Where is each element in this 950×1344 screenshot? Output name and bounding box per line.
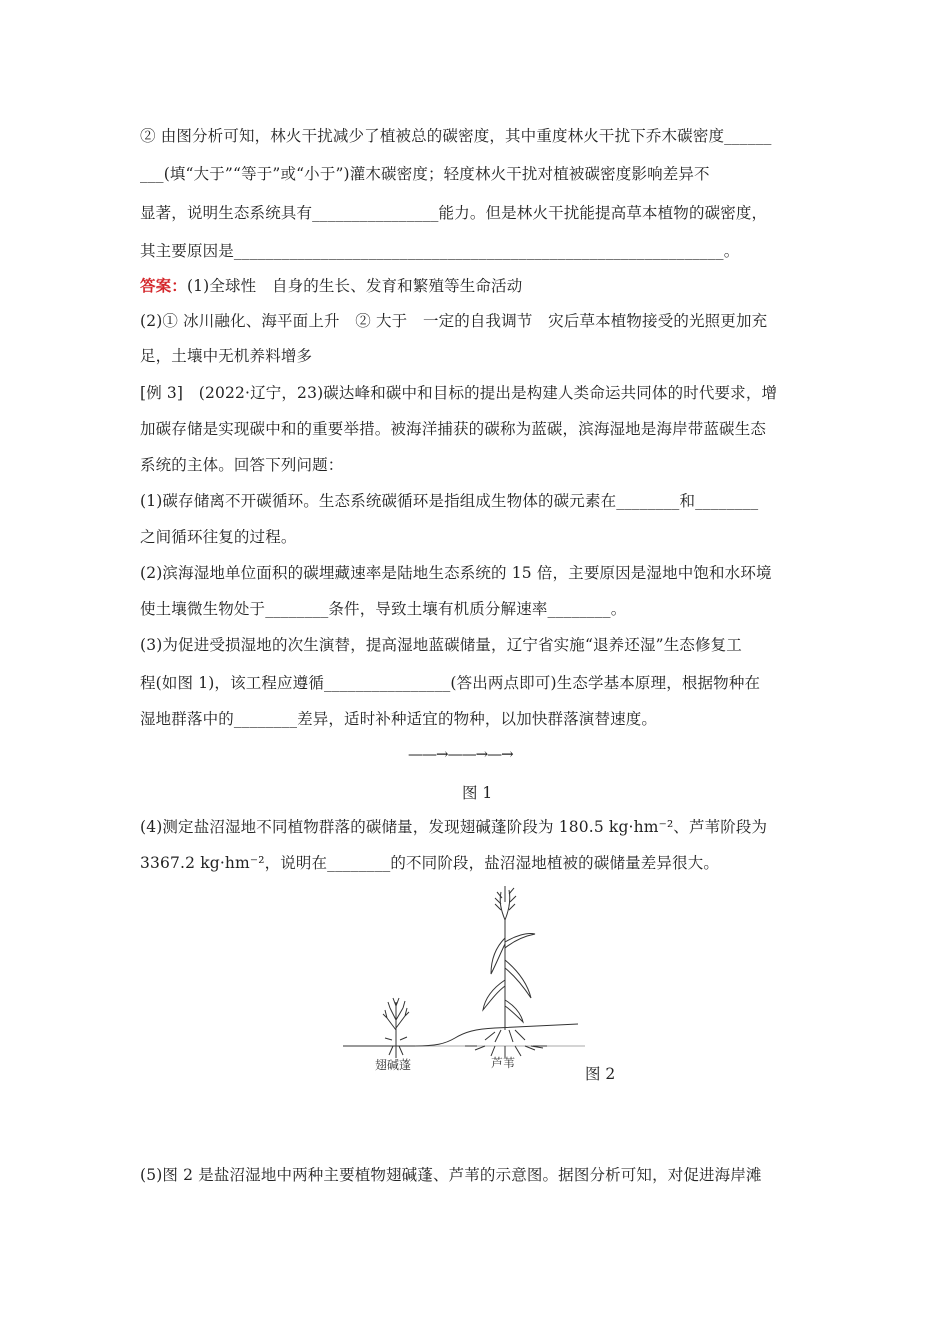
- answer-line: [140, 276, 820, 296]
- question-text: 其主要原因是______________________________________________________________。: [140, 242, 740, 260]
- question-text: ② 由图分析可知，林火干扰减少了植被总的碳密度，其中重度林火干扰下乔木碳密度______: [140, 127, 772, 145]
- question-1: 之间循环往复的过程。: [140, 528, 297, 546]
- figure-2-caption: 图 2: [585, 1065, 616, 1083]
- figure-1-caption: 图 1: [462, 784, 493, 802]
- example-intro: 系统的主体。回答下列问题：: [140, 456, 344, 474]
- answer-text: (1)全球性 自身的生长、发育和繁殖等生命活动: [186, 277, 523, 295]
- figure-1-arrows: ——→——→—→: [408, 745, 513, 763]
- answer-label: 答案：: [140, 276, 187, 295]
- question-4: 3367.2 kg·hm⁻²，说明在________的不同阶段，盐沼湿地植被的碳储量差异很大。: [140, 854, 720, 872]
- label-suaeda: 翅碱蓬: [375, 1058, 412, 1072]
- ground-line: [343, 1024, 578, 1046]
- answer-text: (2)① 冰川融化、海平面上升 ② 大于 一定的自我调节 灾后草本植物接受的光照更加充: [140, 312, 768, 330]
- question-3: (3)为促进受损湿地的次生演替，提高湿地蓝碳储量，辽宁省实施“退养还湿”生态修复工: [140, 636, 742, 654]
- question-text: ___(填“大于”“等于”或“小于”)灌木碳密度；轻度林火干扰对植被碳密度影响差异不: [140, 165, 710, 183]
- answer-text: 足，土壤中无机养料增多: [140, 347, 313, 365]
- example-intro: 加碳存储是实现碳中和的重要举措。被海洋捕获的碳称为蓝碳，滨海湿地是海岸带蓝碳生态: [140, 420, 767, 438]
- question-2: (2)滨海湿地单位面积的碳埋藏速率是陆地生态系统的 15 倍，主要原因是湿地中饱和水环境: [140, 564, 772, 582]
- question-3: 湿地群落中的________差异，适时补种适宜的物种，以加快群落演替速度。: [140, 710, 658, 728]
- question-2: 使土壤微生物处于________条件，导致土壤有机质分解速率________。: [140, 600, 627, 618]
- question-3: 程(如图 1)，该工程应遵循________________(答出两点即可)生态学基本原理，根据物种在: [140, 674, 761, 692]
- label-reed: 芦苇: [491, 1056, 516, 1070]
- question-1: (1)碳存储离不开碳循环。生态系统碳循环是指组成生物体的碳元素在________和________: [140, 492, 759, 510]
- figure-2-illustration: [335, 880, 595, 1080]
- question-5: (5)图 2 是盐沼湿地中两种主要植物翅碱蓬、芦苇的示意图。据图分析可知，对促进海岸滩: [140, 1166, 762, 1184]
- reed-plant-icon: [465, 886, 547, 1058]
- suaeda-plant-icon: [383, 998, 409, 1058]
- example-intro: [例 3] (2022·辽宁，23)碳达峰和碳中和目标的提出是构建人类命运共同体的时代要求，增: [140, 384, 778, 402]
- question-4: (4)测定盐沼湿地不同植物群落的碳储量，发现翅碱蓬阶段为 180.5 kg·hm⁻²、芦苇阶段为: [140, 818, 768, 836]
- question-text: 显著，说明生态系统具有________________能力。但是林火干扰能提高草本植物的碳密度，: [140, 204, 768, 222]
